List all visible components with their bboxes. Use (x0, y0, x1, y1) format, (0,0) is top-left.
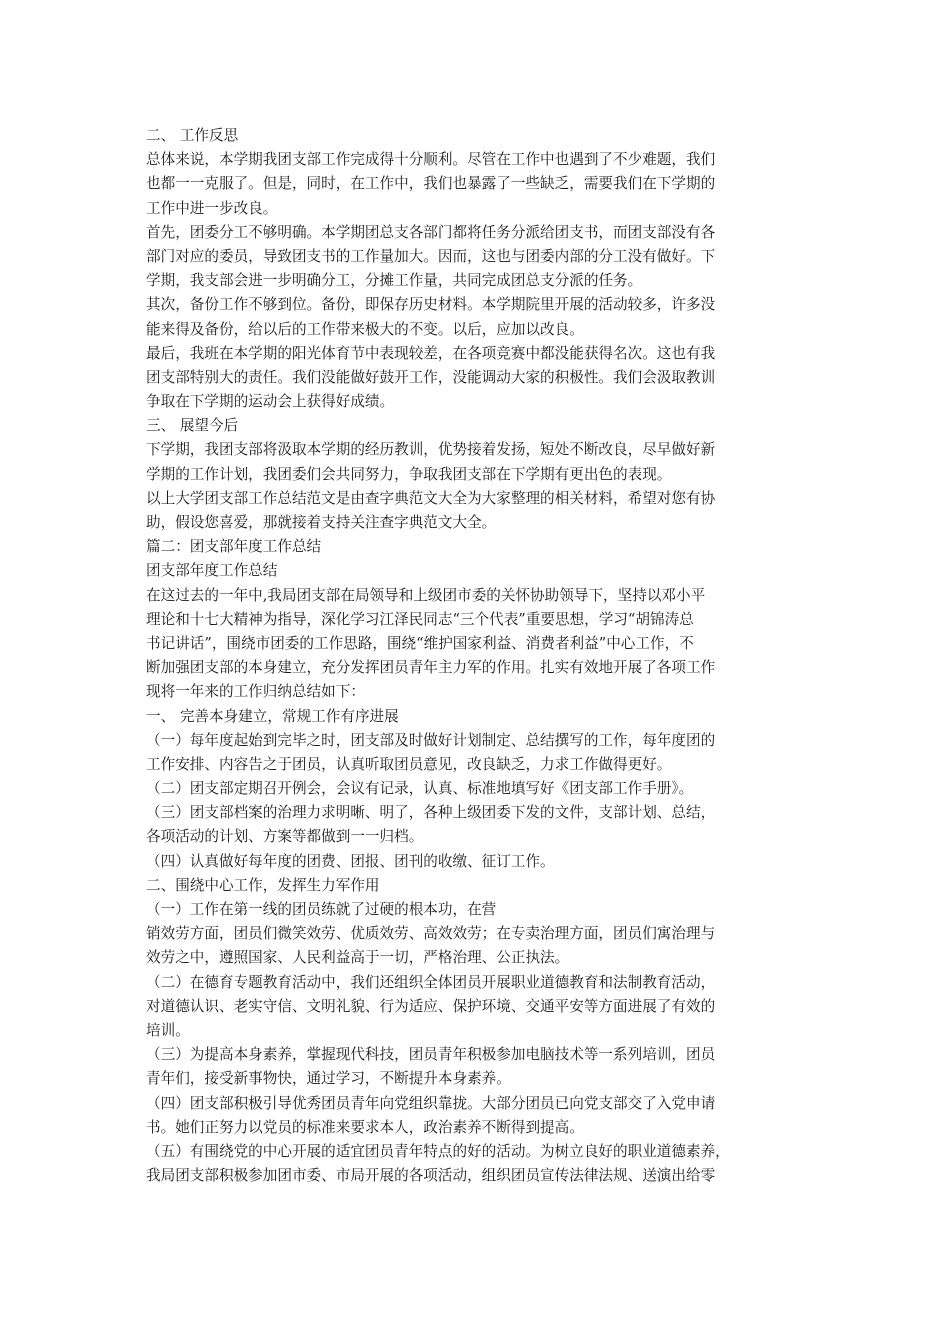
text-line: 能来得及备份，给以后的工作带来极大的不变。以后，应加以改良。 (146, 320, 584, 338)
text-line: 篇二：团支部年度工作总结 (146, 538, 322, 556)
text-line: 首先，团委分工不够明确。本学期团总支各部门都将任务分派给团支书，而团支部没有各 (146, 223, 716, 241)
text-line: 我局团支部积极参加团市委、市局开展的各项活动，组织团员宣传法律法规、送演出给零 (146, 1167, 716, 1185)
text-line: （四）团支部积极引导优秀团员青年向党组织靠拢。大部分团员已向党支部交了入党申请 (146, 1094, 716, 1112)
text-line: 团支部特别大的责任。我们没能做好鼓开工作，没能调动大家的积极性。我们会汲取教训 (146, 368, 716, 386)
text-line: 销效劳方面，团员们微笑效劳、优质效劳、高效效劳；在专卖治理方面，团员们寓治理与 (146, 925, 716, 943)
text-line: 工作安排、内容告之于团员，认真听取团员意见，改良缺乏，力求工作做得更好。 (146, 755, 672, 773)
text-line: 在这过去的一年中,我局团支部在局领导和上级团市委的关怀协助领导下，坚持以邓小平 (146, 586, 706, 604)
text-line: 二、围绕中心工作，发挥生力军作用 (146, 876, 380, 894)
text-line: 效劳之中，遵照国家、人民利益高于一切，严格治理、公正执法。 (146, 949, 570, 967)
text-line: 争取在下学期的运动会上获得好成绩。 (146, 393, 395, 411)
text-line: （三）团支部档案的治理力求明晰、明了，各种上级团委下发的文件，支部计划、总结， (146, 804, 716, 822)
text-line: 各项活动的计划、方案等都做到一一归档。 (146, 828, 424, 846)
text-line: 断加强团支部的本身建立，充分发挥团员青年主力军的作用。扎实有效地开展了各项工作 (146, 659, 716, 677)
text-line: （一）每年度起始到完毕之时，团支部及时做好计划制定、总结撰写的工作，每年度团的 (146, 731, 716, 749)
text-line: 培训。 (146, 1021, 190, 1039)
text-line: 对道德认识、老实守信、文明礼貌、行为适应、保护环境、交通平安等方面进展了有效的 (146, 997, 716, 1015)
text-line: 助，假设您喜爱，那就接着支持关注查字典范文大全。 (146, 514, 497, 531)
text-line: 书。她们正努力以党员的标准来要求本人，政治素养不断得到提高。 (146, 1118, 584, 1136)
text-line: 现将一年来的工作归纳总结如下： (146, 683, 365, 701)
text-line: 部门对应的委员，导致团支书的工作量加大。因而，这也与团委内部的分工没有做好。下 (146, 247, 716, 265)
text-line: 最后，我班在本学期的阳光体育节中表现较差，在各项竞赛中都没能获得名次。这也有我 (146, 344, 716, 362)
text-line: 工作中进一步改良。 (146, 199, 278, 217)
text-line: （二）在德育专题教育活动中，我们还组织全体团员开展职业道德教育和法制教育活动， (146, 973, 716, 991)
text-line: 三、 展望今后 (146, 417, 239, 435)
text-line: （三）为提高本身素养，掌握现代科技，团员青年积极参加电脑技术等一系列培训，团员 (146, 1046, 716, 1064)
text-line: （一）工作在第一线的团员练就了过硬的根本功，在营 (146, 901, 497, 918)
text-line: 理论和十七大精神为指导，深化学习江泽民同志“三个代表”重要思想，学习“胡锦涛总 (146, 610, 694, 628)
text-line: 二、 工作反思 (146, 127, 239, 144)
text-line: 书记讲话”，围绕市团委的工作思路，围绕“维护国家利益、消费者利益”中心工作，不 (146, 634, 694, 652)
text-line: 下学期，我团支部将汲取本学期的经历教训，优势接着发扬，短处不断改良，尽早做好新 (146, 441, 716, 459)
text-line: （五）有围绕党的中心开展的适宜团员青年特点的好的活动。为树立良好的职业道德素养， (146, 1142, 730, 1160)
text-line: 一、 完善本身建立，常规工作有序进展 (146, 707, 399, 725)
text-line: 学期，我支部会进一步明确分工，分摊工作量，共同完成团总支分派的任务。 (146, 272, 643, 290)
text-line: 团支部年度工作总结 (146, 562, 278, 580)
text-line: （二）团支部定期召开例会，会议有记录，认真、标准地填写好《团支部工作手册》。 (146, 780, 694, 798)
text-line: 青年们，接受新事物快，通过学习，不断提升本身素养。 (146, 1070, 511, 1088)
text-line: 以上大学团支部工作总结范文是由查字典范文大全为大家整理的相关材料，希望对您有协 (146, 489, 716, 507)
text-line: （四）认真做好每年度的团费、团报、团刊的收缴、征订工作。 (146, 852, 555, 870)
text-line: 其次，备份工作不够到位。备份，即保存历史材料。本学期院里开展的活动较多，许多没 (146, 296, 716, 314)
document-page (146, 124, 816, 1188)
text-line: 总体来说，本学期我团支部工作完成得十分顺利。尽管在工作中也遇到了不少难题，我们 (146, 151, 716, 169)
text-line: 学期的工作计划，我团委们会共同努力，争取我团支部在下学期有更出色的表现。 (146, 465, 672, 483)
text-line: 也都一一克服了。但是，同时，在工作中，我们也暴露了一些缺乏，需要我们在下学期的 (146, 175, 716, 193)
